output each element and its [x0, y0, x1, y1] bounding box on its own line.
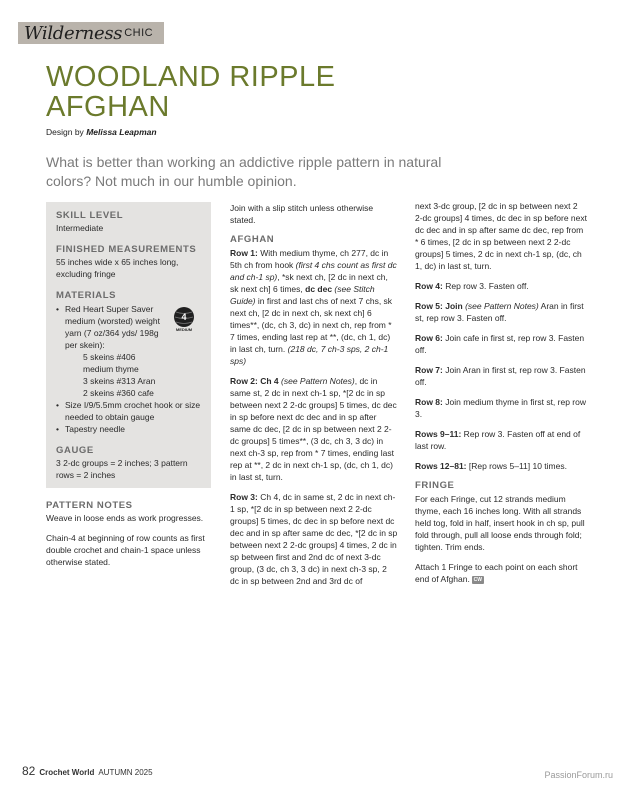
- fringe-attach: [415, 561, 587, 585]
- row-3-continued: next 3-dc group, [2 dc in sp between next 2 2-dc groups] 4 times, dc dec in sp before next dc dec and in sp after same dc dec, rep from * 6 times, [2 dc in sp between next 2 2-dc groups] 5 times, 2 dc in next ch-1 sp, (dc, ch 1, dc) in last st, turn.: [415, 201, 587, 271]
- row-8: [415, 396, 587, 420]
- issue-label: AUTUMN 2025: [98, 768, 153, 777]
- row-1: [230, 247, 398, 367]
- join-note: Join with a slip stitch unless otherwise stated.: [230, 203, 374, 225]
- finished-heading: FINISHED MEASUREMENTS: [56, 244, 197, 255]
- row-note: (first 4 chs count as first dc and ch-1 sp): [230, 260, 397, 282]
- row-4: [415, 280, 587, 292]
- row-label: Row 7:: [415, 365, 443, 375]
- designer-name: Melissa Leapman: [86, 127, 157, 137]
- watermark: PassionForum.ru: [544, 770, 613, 780]
- row-label: Row 5: Join: [415, 301, 463, 311]
- pattern-title: [46, 62, 426, 122]
- row-label: Row 8:: [415, 397, 443, 407]
- finished-value: 55 inches wide x 65 inches long, excluding fringe: [56, 257, 179, 279]
- row-label: Row 2: Ch 4: [230, 376, 279, 386]
- row-note: (see Pattern Notes): [278, 376, 355, 386]
- title-line-1: WOODLAND RIPPLE: [46, 61, 336, 93]
- fringe-heading: FRINGE: [415, 480, 455, 491]
- notes-heading: PATTERN NOTES: [46, 500, 133, 511]
- row-text: in first and last chs of next 7 chs, sk next ch, [2 dc in next ch, sk next ch] 6 times**, (dc, ch 3, dc) in next ch, rep from * 7 times, ending last rep at **, (dc, ch 1, dc) in last ch, turn.: [230, 296, 393, 354]
- rows-12-81: [415, 460, 587, 472]
- notes-paragraph: Weave in loose ends as work progresses.: [46, 513, 204, 523]
- stitch-term: dc dec: [305, 284, 333, 294]
- row-text: Join Aran in first st, rep row 3. Fasten off.: [415, 365, 586, 387]
- pattern-notes: [46, 500, 216, 576]
- row-text: With medium thyme, ch 277, dc in 5th ch from hook: [230, 248, 389, 270]
- materials-item-text: Red Heart Super Saver medium (worsted) weight yarn (7 oz/364 yds/ 198g per skein):: [65, 304, 160, 350]
- intro-text: What is better than working an addictive ripple pattern in natural colors? Not much in our humble opinion.: [46, 154, 442, 189]
- gauge-heading: GAUGE: [56, 445, 94, 456]
- skill-value: Intermediate: [56, 223, 104, 233]
- instructions-column-3: [415, 200, 587, 593]
- row-6: [415, 332, 587, 356]
- row-label: Row 4:: [415, 281, 443, 291]
- row-text: , dc in same st, 2 dc in next ch-1 sp, *[2 dc in sp between next 2 2-dc groups] 5 times, dc dec in sp before next dc dec and in sp after same dc dec, [2 dc in sp between next 2 2-dc groups] 5 times**, (3 dc, ch 3, 3 dc) in next ch-3 sp, rep from * 7 times, ending last rep at **, 2 dc in next ch-1 sp, (dc, ch 1, dc) in last st, turn.: [230, 376, 397, 482]
- page-footer: [22, 764, 153, 778]
- byline: [46, 127, 157, 137]
- row-label: Rows 12–81:: [415, 461, 467, 471]
- materials-sub-item: 5 skeins #406 medium thyme: [83, 352, 139, 374]
- row-label: Row 3:: [230, 492, 258, 502]
- row-3: [230, 491, 398, 587]
- notes-paragraph: Chain-4 at beginning of row counts as first double crochet and chain-1 space unless otherwise stated.: [46, 533, 205, 567]
- magazine-name: Crochet World: [39, 768, 95, 777]
- row-text: Ch 4, dc in same st, 2 dc in next ch-1 sp, *[2 dc in sp between next 2 2-dc groups] 5 times, dc dec in sp before next dc dec and in sp after same dc dec, *[2 dc in sp between next 2 2-dc groups] 4 times, 2 dc in sp between first and 2nd dc of next 3-dc group, (3 dc, ch 3, 3 dc) in next ch-3 sp, 2 dc in sp between 2nd and 3rd dc of: [230, 492, 398, 586]
- title-line-2: AFGHAN: [46, 91, 170, 123]
- instructions-column-2: [230, 202, 398, 595]
- row-text: Join cafe in first st, rep row 3. Fasten off.: [415, 333, 585, 355]
- row-7: [415, 364, 587, 388]
- materials-item: • Size I/9/5.5mm crochet hook or size needed to obtain gauge: [56, 399, 201, 423]
- fringe-attach-text: Attach 1 Fringe to each point on each short end of Afghan.: [415, 562, 578, 584]
- rows-9-11: [415, 428, 587, 452]
- row-text: [Rep rows 5–11] 10 times.: [466, 461, 567, 471]
- byline-prefix: Design by: [46, 127, 84, 137]
- row-text: Join medium thyme in first st, rep row 3.: [415, 397, 587, 419]
- yarn-weight-label: MEDIUM: [175, 327, 193, 332]
- row-text: Aran in first st, rep row 3. Fasten off.: [415, 301, 584, 323]
- row-text: Rep row 3. Fasten off at end of last row.: [415, 429, 581, 451]
- row-note: (see Stitch Guide): [230, 284, 375, 306]
- row-2: [230, 375, 398, 483]
- materials-sub-item: 2 skeins #360 cafe: [83, 388, 154, 398]
- banner-script-text: Wilderness: [24, 22, 123, 44]
- row-text: , *sk next ch, [2 dc in next ch, sk next ch] 6 times,: [230, 272, 388, 294]
- end-mark-icon: CW: [473, 576, 482, 583]
- page-number: 82: [22, 764, 36, 778]
- section-banner: [18, 22, 164, 44]
- yarn-weight-number: 4: [181, 312, 187, 322]
- materials-heading: MATERIALS: [56, 290, 117, 301]
- fringe-paragraph: For each Fringe, cut 12 strands medium thyme, each 16 inches long. With all strands held tog, fold in half, insert hook in ch sp, pull fold through, pull all loose ends through fold; tighten. Trim ends.: [415, 494, 585, 552]
- yarn-weight-icon: [173, 306, 195, 332]
- row-label: Row 6:: [415, 333, 443, 343]
- row-text: Rep row 3. Fasten off.: [442, 281, 529, 291]
- materials-sub-item: 3 skeins #313 Aran: [83, 376, 156, 386]
- row-label: Row 1:: [230, 248, 258, 258]
- row-label: Rows 9–11:: [415, 429, 462, 439]
- info-sidebar: [46, 202, 211, 488]
- row-5: [415, 300, 587, 324]
- afghan-heading: AFGHAN: [230, 234, 275, 245]
- row-note: (see Pattern Notes): [462, 301, 539, 311]
- banner-chic-text: CHIC: [124, 27, 154, 39]
- stitch-count: (218 dc, 7 ch-3 sps, 2 ch-1 sps): [230, 344, 389, 366]
- gauge-value: 3 2-dc groups = 2 inches; 3 pattern rows = 2 inches: [56, 458, 188, 480]
- skill-heading: SKILL LEVEL: [56, 210, 124, 221]
- materials-item: • Tapestry needle: [56, 423, 201, 435]
